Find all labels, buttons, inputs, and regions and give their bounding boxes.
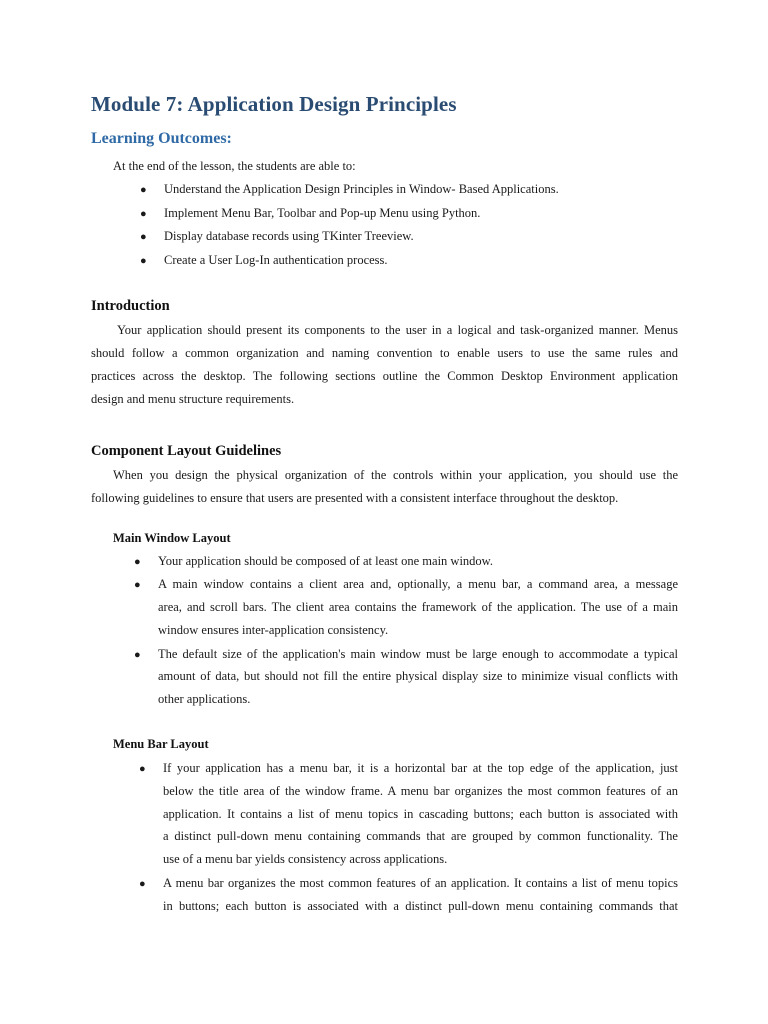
introduction-line: Your application should present its components to the user in a logical and task-organized manner. Menus [117, 323, 678, 337]
menu-bar-layout-heading: Menu Bar Layout [113, 737, 209, 751]
main-window-bullet-line: window ensures inter-application consistency. [158, 623, 389, 637]
introduction-line: should follow a common organization and naming convention to enable users to use the same rules and [91, 346, 678, 360]
main-window-layout-heading: Main Window Layout [113, 531, 231, 545]
learning-outcomes-intro: At the end of the lesson, the students are able to: [113, 159, 356, 173]
outcome-item: Implement Menu Bar, Toolbar and Pop-up Menu using Python. [164, 206, 481, 220]
bullet-icon: ● [140, 184, 147, 196]
component-layout-line: When you design the physical organization of the controls within your application, you should use the [113, 468, 678, 482]
bullet-icon: ● [140, 231, 147, 243]
outcome-item: Understand the Application Design Principles in Window- Based Applications. [164, 182, 559, 196]
bullet-icon: ● [139, 878, 146, 890]
main-window-bullet-line: amount of data, but should not fill the entire physical display size to minimize visual conflicts with [158, 669, 678, 683]
main-window-bullet-line: Your application should be composed of at least one main window. [158, 554, 494, 568]
outcome-item: Create a User Log-In authentication process. [164, 253, 388, 267]
component-layout-heading: Component Layout Guidelines [91, 443, 282, 459]
main-window-bullet-line: other applications. [158, 692, 251, 706]
module-title: Module 7: Application Design Principles [91, 92, 457, 116]
bullet-icon: ● [140, 208, 147, 220]
menu-bar-bullet-line: use of a menu bar yields consistency across applications. [163, 852, 448, 866]
component-layout-line: following guidelines to ensure that users are presented with a consistent interface throughout the desktop. [91, 491, 619, 505]
menu-bar-bullet-line: If your application has a menu bar, it is a horizontal bar at the top edge of the application, just [163, 761, 678, 775]
introduction-line: practices across the desktop. The following sections outline the Common Desktop Environment application [91, 369, 678, 383]
menu-bar-bullet-line: in buttons; each button is associated with a distinct pull-down menu containing commands that [163, 899, 678, 913]
bullet-icon: ● [134, 579, 141, 591]
bullet-icon: ● [139, 763, 146, 775]
main-window-bullet-line: A main window contains a client area and, optionally, a menu bar, a command area, a message [158, 577, 678, 591]
bullet-icon: ● [134, 556, 141, 568]
main-window-bullet-line: The default size of the application's main window must be large enough to accommodate a typical [158, 647, 678, 661]
bullet-icon: ● [134, 649, 141, 661]
introduction-heading: Introduction [91, 298, 170, 314]
menu-bar-bullet-line: application. It contains a list of menu topics in cascading buttons; each button is associated with [163, 807, 678, 821]
outcome-item: Display database records using TKinter Treeview. [164, 229, 414, 243]
bullet-icon: ● [140, 255, 147, 267]
menu-bar-bullet-line: A menu bar organizes the most common features of an application. It contains a list of menu topics [163, 876, 678, 890]
menu-bar-bullet-line: below the title area of the window frame. A menu bar organizes the most common features of an [163, 784, 678, 798]
menu-bar-bullet-line: a distinct pull-down menu containing commands that are grouped by common functionality. The [163, 829, 678, 843]
learning-outcomes-heading: Learning Outcomes: [91, 130, 232, 147]
introduction-line: design and menu structure requirements. [91, 392, 295, 406]
main-window-bullet-line: area, and scroll bars. The client area contains the framework of the application. The use of a main [158, 600, 678, 614]
